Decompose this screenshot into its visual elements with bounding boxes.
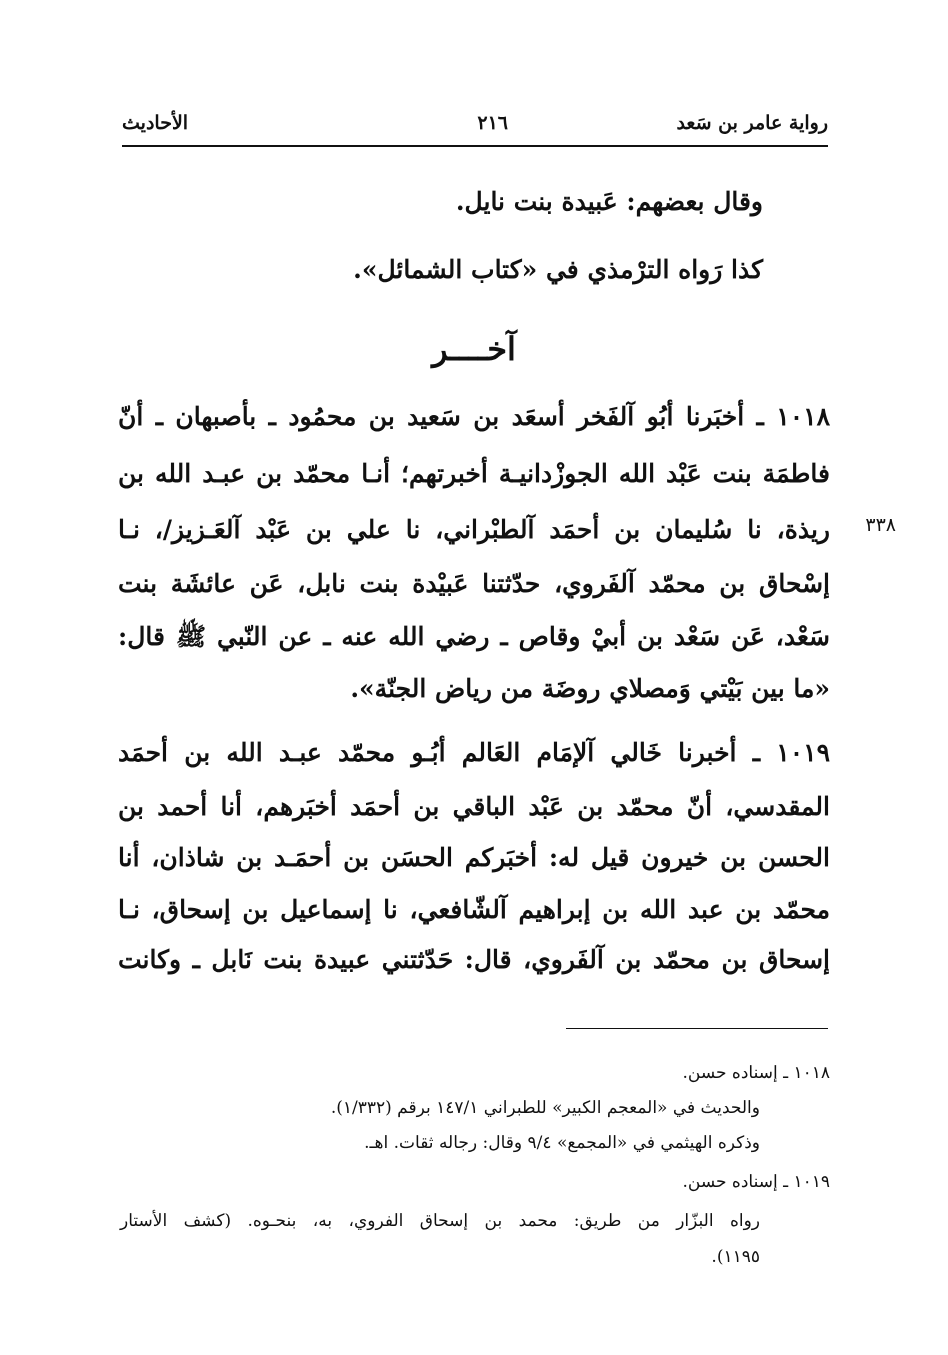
- hadith-1019-line-1: ١٠١٩ ـ أخبرنا خَالي آلإمَام العَالم أبُـو محمّد عبـد الله بن أحمَد: [118, 738, 830, 767]
- hadith-1019-line-5: إسحاق بن محمّد بن آلفَروي، قال: حَدّثتني عبيدة بنت نَابل ـ وكانت: [118, 945, 830, 974]
- header-chapter-title: رواية عامر بن سَعد: [676, 112, 828, 134]
- header-rule: [122, 145, 828, 147]
- hadith-1019-line-4: محمّد بن عبد الله بن إبراهيم آلشّافعي، نا إسماعيل بن إسحاق، نـا: [118, 895, 830, 924]
- footnote-1019-source: رواه البزّار من طريق: محمد بن إسحاق الفروي، به، بنحـوه. (كشف الأستار: [120, 1211, 760, 1231]
- page-number: ٢١٦: [477, 112, 508, 134]
- footnote-1019-grade: ١٠١٩ ـ إسناده حسن.: [682, 1172, 830, 1192]
- hadith-1018-line-2: فاطمَة بنت عَبْد الله الجوزْدانيـة أخبرتهم؛ أنـا محمّد بن عبـد الله بن: [118, 459, 830, 488]
- section-heading: آخــــر: [432, 330, 516, 368]
- hadith-1018-line-1: ١٠١٨ ـ أخبَرنا أبُو آلفَخر أسعَد بن سَعيد بن محمُود ـ بأصبهان ـ أنّ: [118, 402, 830, 431]
- intro-line-1: وقال بعضهم: عَبيدة بنت نايل.: [455, 187, 763, 216]
- footnote-1019-source-cont: ١١٩٥).: [711, 1247, 760, 1267]
- footnote-rule: [566, 1028, 828, 1029]
- intro-line-2: كذا رَواه الترْمذي في «كتاب الشمائل».: [353, 255, 763, 284]
- hadith-1018-line-3: ريذة، نا سُليمان بن أحمَد آلطبْراني، نا علي بن عَبْد آلعَـزيز/، نـا: [118, 515, 830, 544]
- hadith-1019-line-3: الحسن بن خيرون قيل له: أخبَركم الحسَن بن أحمَـد بن شاذان، أنا: [118, 843, 830, 872]
- running-header: [122, 108, 828, 142]
- footnote-1018-grade: ١٠١٨ ـ إسناده حسن.: [682, 1063, 830, 1083]
- footnote-1018-source: والحديث في «المعجم الكبير» للطبراني ١٤٧/١ برقم (١/٣٣٢).: [330, 1098, 760, 1118]
- hadith-1018-line-4: إسْحاق بن محمّد آلفَروي، حدّثتنا عَبيْدة بنت نابل، عَن عائشَة بنت: [118, 569, 830, 598]
- hadith-1019-line-2: المقدسي، أنّ محمّد بن عَبْد الباقي بن أحمَد أخبَرهم، أنا أحمد بن: [118, 792, 830, 821]
- hadith-1018-line-5: سَعْد، عَن سَعْد بن أبيْ وقاص ـ رضي الله عنه ـ عن النّبي ﷺ قال:: [118, 622, 830, 651]
- hadith-1018-line-6: «ما بين بَيْتي وَمصلاي روضَة من رياض الجنّة».: [350, 674, 830, 703]
- footnote-1018-haythami: وذكره الهيثمي في «المجمع» ٩/٤ وقال: رجاله ثقات. اهـ.: [364, 1133, 760, 1153]
- header-book-section: الأحاديث: [122, 112, 189, 134]
- manuscript-folio-marker: ٣٣٨: [865, 514, 896, 536]
